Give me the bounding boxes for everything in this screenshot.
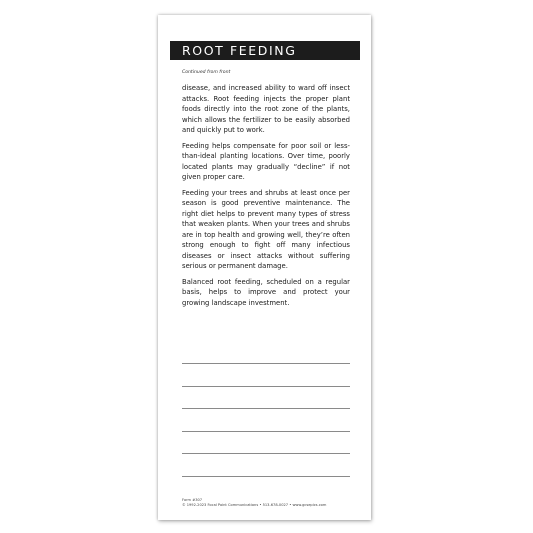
- write-line: [182, 408, 350, 409]
- footer: [182, 498, 362, 508]
- info-card: [158, 15, 371, 520]
- write-line: [182, 386, 350, 387]
- form-number: Form #307: [182, 498, 203, 502]
- continued-note: Continued from front: [182, 70, 231, 75]
- write-line: [182, 453, 350, 454]
- body-text: [182, 83, 350, 313]
- write-line: [182, 363, 350, 364]
- write-line: [182, 476, 350, 477]
- writing-lines: [182, 363, 350, 499]
- card-title: ROOT FEEDING: [170, 41, 360, 60]
- paragraph: Feeding your trees and shrubs at least once per season is good preventive maintenance. The right diet helps to prevent many types of stress that weaken plants. When your trees and shrubs are in top health and growing well, they’re often strong enough to fight off many infectious diseases or insect attacks without suffering serious or permanent damage.: [182, 188, 350, 270]
- paragraph: Feeding helps compensate for poor soil or less-than-ideal planting locations. Over time, poorly located plants may gradually “decline” if not given proper care.: [182, 141, 350, 181]
- copyright-line: © 1992-2023 Focal Point Communications • 513-678-0027 • www.gcsepics.com: [182, 503, 327, 507]
- paragraph: disease, and increased ability to ward off insect attacks. Root feeding injects the proper plant foods directly into the root zone of the plants, which allows the fertilizer to be easily absorbed and quickly put to work.: [182, 84, 350, 134]
- write-line: [182, 431, 350, 432]
- paragraph: Balanced root feeding, scheduled on a regular basis, helps to improve and protect your growing landscape investment.: [182, 277, 350, 307]
